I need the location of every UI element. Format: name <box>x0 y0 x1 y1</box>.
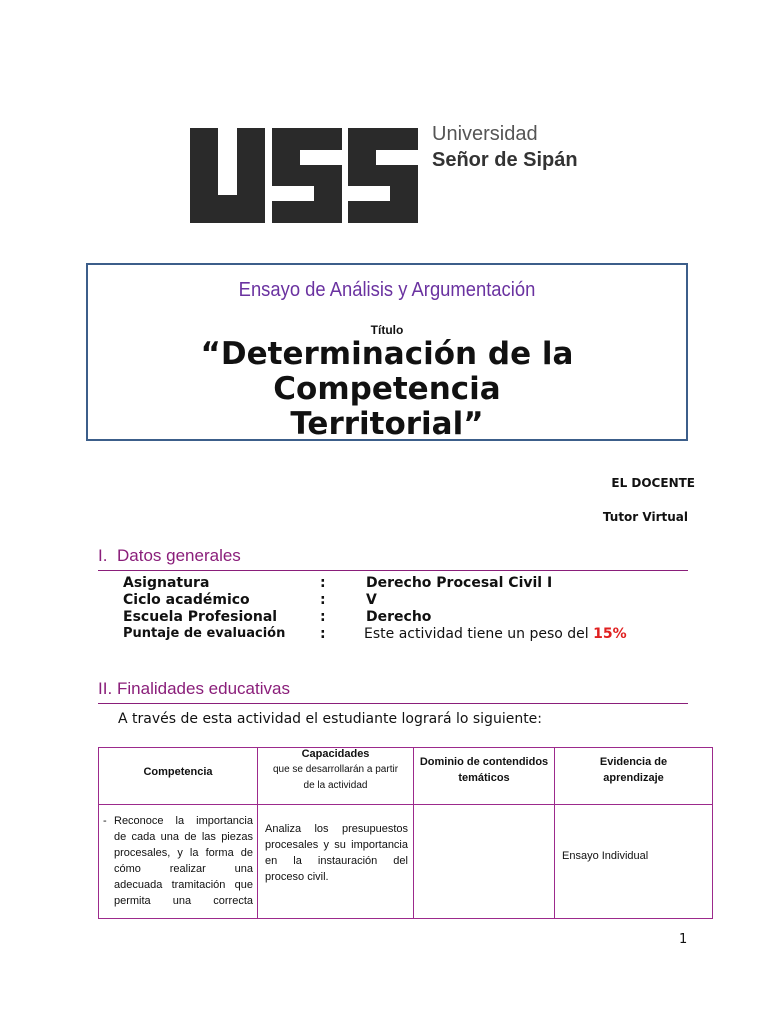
th-evidencia-line2: aprendizaje <box>603 772 664 784</box>
td-capacidades <box>257 804 414 919</box>
dg-label-puntaje: Puntaje de evaluación <box>123 626 286 641</box>
page-number: 1 <box>679 932 688 947</box>
capacidades-line: Analiza los presupuestos <box>265 823 408 835</box>
td-competencia <box>98 804 258 919</box>
dg-colon: : <box>320 592 326 608</box>
dg-label-escuela: Escuela Profesional <box>123 609 278 625</box>
competencia-line: de cada una de las piezas <box>114 831 253 843</box>
main-title-line1: “Determinación de la <box>200 336 574 372</box>
competencia-line: Reconoce la importancia <box>114 815 253 827</box>
title-label: Título <box>370 323 404 337</box>
th-dominio-line2: temáticos <box>458 772 510 784</box>
th-competencia-text: Competencia <box>143 766 213 778</box>
university-name-line1: Universidad <box>432 123 538 145</box>
th-capacidades-sub2: de la actividad <box>303 780 368 791</box>
section2-heading: Finalidades educativas <box>117 679 290 698</box>
competencia-bullet: - <box>103 815 107 827</box>
th-capacidades-title: Capacidades <box>301 748 370 760</box>
th-evidencia-line1: Evidencia de <box>599 756 668 768</box>
section1-heading: Datos generales <box>117 546 241 565</box>
main-title-line3: Territorial” <box>290 406 484 441</box>
competencia-line: adecuada tramitación que <box>114 879 253 891</box>
dg-value-ciclo: V <box>366 592 377 608</box>
td-evidencia <box>554 804 713 919</box>
puntaje-percentage: 15% <box>593 626 627 642</box>
capacidades-line: en la instauración del <box>265 855 408 867</box>
capacidades-text <box>265 821 408 885</box>
section1-rule <box>98 570 688 571</box>
competencia-text <box>114 813 253 909</box>
td-dominio <box>413 804 555 919</box>
th-dominio-line1: Dominio de contendidos <box>419 756 549 768</box>
dg-value-puntaje <box>364 626 627 642</box>
capacidades-line: proceso civil. <box>265 871 329 883</box>
dg-colon: : <box>320 626 326 642</box>
main-title-line2: Competencia <box>273 371 501 407</box>
section1-number: I. <box>98 546 108 565</box>
essay-type-heading: Ensayo de Análisis y Argumentación <box>238 279 536 301</box>
section2-rule <box>98 703 688 704</box>
dg-label-asignatura: Asignatura <box>123 575 210 591</box>
th-evidencia <box>554 747 713 805</box>
th-capacidades-sub1: que se desarrollarán a partir <box>272 764 399 775</box>
puntaje-text: Este actividad tiene un peso del <box>364 626 594 642</box>
th-dominio <box>413 747 555 805</box>
section2-intro: A través de esta actividad el estudiante logrará lo siguiente: <box>118 711 543 727</box>
dg-colon: : <box>320 575 326 591</box>
competencia-line: procesales, y la forma de <box>114 847 253 859</box>
capacidades-line: procesales y su importancia <box>265 839 408 851</box>
title-box <box>86 263 688 441</box>
competencies-table <box>98 747 713 919</box>
dg-colon: : <box>320 609 326 625</box>
main-title <box>88 337 686 441</box>
th-capacidades <box>257 747 414 805</box>
competencia-line: cómo realizar una <box>114 863 253 875</box>
teacher-name: Tutor Virtual <box>602 510 688 524</box>
th-competencia <box>98 747 258 805</box>
dg-label-ciclo: Ciclo académico <box>123 592 250 608</box>
evidencia-text: Ensayo Individual <box>562 850 649 862</box>
dg-value-escuela: Derecho <box>366 609 432 625</box>
section2-number: II. <box>98 679 113 698</box>
competencia-line: permita una correcta <box>114 895 253 907</box>
teacher-label: EL DOCENTE <box>611 476 695 490</box>
university-name-line2: Señor de Sipán <box>432 149 578 171</box>
dg-value-asignatura: Derecho Procesal Civil I <box>366 575 553 591</box>
uss-logo <box>190 128 420 223</box>
